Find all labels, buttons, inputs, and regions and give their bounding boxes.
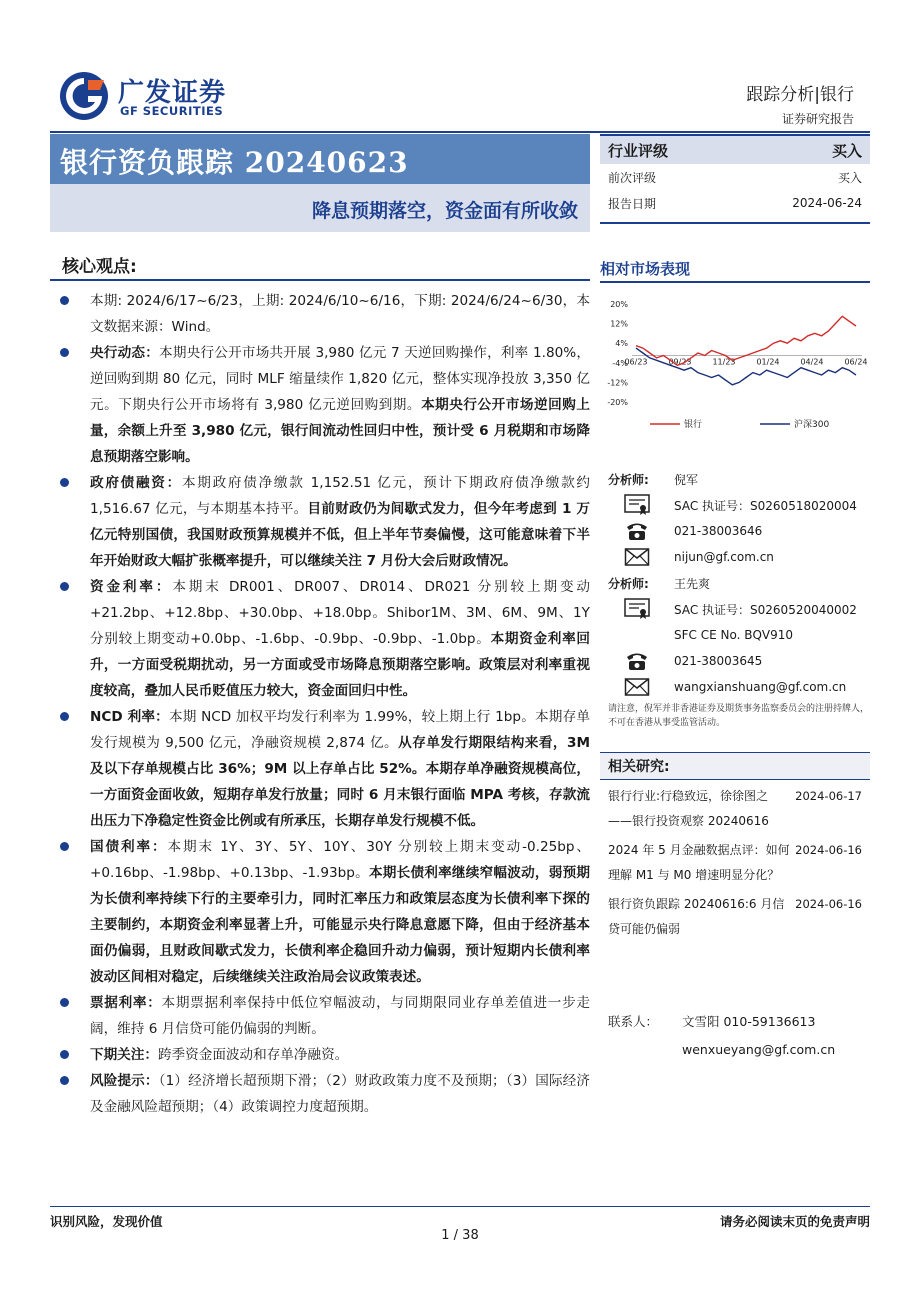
bullet-lead: 风险提示：: [90, 1073, 159, 1089]
logo-en-text: GF SECURITIES: [120, 104, 224, 118]
related-item-title[interactable]: 银行资负跟踪 20240616:6 月信贷可能仍偏弱: [608, 897, 785, 936]
bullet-lead: 票据利率：: [90, 995, 162, 1011]
analyst-name: 倪军: [674, 472, 699, 487]
bullet-dot-icon: [60, 712, 69, 721]
core-views-title: 核心观点:: [62, 257, 137, 277]
analyst-1-sac-row: [600, 492, 870, 518]
bullet-lead: 下期关注：: [90, 1047, 158, 1063]
bullet-risk: [52, 1068, 590, 1120]
x-tick-label: 04/24: [800, 357, 824, 367]
prev-rating-value: 买入: [837, 170, 862, 185]
bullet-emphasis: 本期央行公开市场逆回购上量，余额上升至 3,980 亿元，银行间流动性回归中性，预计受 6 月税期和市场降息预期落空影响。: [90, 397, 590, 465]
bullet-ncd-rate: [52, 704, 590, 834]
bullet-dot-icon: [60, 348, 69, 357]
related-item-title[interactable]: 2024 年 5 月金融数据点评：如何理解 M1 与 M0 增速明显分化？: [608, 843, 790, 882]
bullet-dot-icon: [60, 998, 69, 1007]
analyst-email[interactable]: wangxianshuang@gf.com.cn: [674, 680, 847, 694]
analyst-2-email-row: [600, 674, 870, 700]
mail-icon: [600, 677, 674, 697]
chart-title-divider: [600, 281, 870, 283]
rating-divider: [600, 222, 870, 224]
x-tick-label: 11/23: [712, 357, 736, 367]
analyst-label: 分析师:: [608, 472, 649, 487]
analyst-sac: SAC 执证号：S0260518020004: [674, 498, 857, 513]
legend-label: 银行: [684, 420, 703, 430]
page-title: 银行资负跟踪 20240623: [60, 146, 409, 179]
bullet-treasury-rate: [52, 834, 590, 990]
bullet-gov-bond: [52, 470, 590, 574]
rating-label: 行业评级: [608, 141, 669, 160]
contact-block: [608, 1008, 835, 1064]
rating-box: [600, 134, 870, 224]
bullet-text: 本期末 1Y、3Y、5Y、10Y、30Y 分别较上期末变动-0.25bp、+0.16bp、-1.98bp、+0.13bp、-1.93bp。: [90, 839, 591, 881]
footer-slogan: 识别风险，发现价值: [50, 1214, 163, 1229]
subtitle-banner: [50, 184, 590, 232]
y-tick-label: 20%: [610, 300, 628, 309]
y-tick-label: -12%: [607, 378, 628, 388]
analyst-2-sac-row: [600, 596, 870, 622]
bullet-lead: NCD 利率：: [90, 709, 169, 725]
bullet-funding-rate: [52, 574, 590, 704]
bullet-text: 本期: 2024/6/17~6/23，上期: 2024/6/10~6/16，下期: 2024/6/24~6/30，本文数据来源：Wind。: [90, 293, 590, 335]
rating-header: [600, 134, 870, 164]
bullet-dot-icon: [60, 296, 69, 305]
y-tick-label: 4%: [615, 339, 628, 349]
logo-cn-text: 广发证券: [118, 78, 227, 108]
x-tick-label: 06/24: [844, 357, 868, 367]
x-tick-label: 09/23: [668, 357, 692, 367]
bullet-emphasis: 从存单发行期限结构来看，3M 及以下存单规模占比 36%；9M 以上存单占比 52%。本期存单净融资规模高位，一方面资金面收敛，短期存单发行放量；同时 6 月末银行面临 MPA 考核，存款流出压力下净稳定性资金比例或有所承压，长期存单发行规模不低。: [90, 735, 590, 829]
bullet-next-focus: [52, 1042, 590, 1068]
prev-rating-label: 前次评级: [608, 170, 657, 185]
bullet-period: [52, 288, 590, 340]
rating-value: 买入: [831, 141, 862, 160]
bullet-dot-icon: [60, 842, 69, 851]
bullet-text: 本期末 DR001、DR007、DR014、DR021 分别较上期变动 +21.2bp、+12.8bp、+30.0bp、+18.0bp。Shibor1M、3M、6M、9M、1Y 分别较上期变动+0.0bp、-1.6bp、-0.9bp、-0.9bp、-1.0bp。: [90, 579, 591, 647]
contact-label: 联系人：: [608, 1014, 659, 1029]
analyst-sfc: SFC CE No. BQV910: [674, 628, 794, 642]
bullet-emphasis: 目前财政仍为间歇式发力，但今年考虑到 1 万亿元特别国债，我国财政预算规模并不低，但上半年节奏偏慢，这可能意味着下半年开始财政大幅扩张概率提升，可以继续关注 7 月份大会后财政情况。: [90, 501, 590, 569]
y-tick-label: -20%: [607, 398, 628, 407]
related-item[interactable]: [600, 780, 870, 834]
mail-icon: [600, 547, 674, 567]
analyst-phone: 021-38003645: [674, 654, 763, 668]
certificate-icon: [600, 598, 674, 620]
bullet-text: （1）经济增长超预期下滑；（2）财政政策力度不及预期；（3）国际经济及金融风险超预期；（4）政策调控力度超预期。: [90, 1073, 591, 1115]
footer-divider: [50, 1206, 870, 1207]
related-item-date: 2024-06-16: [795, 843, 862, 857]
related-research-title: 相关研究:: [600, 752, 870, 780]
header-divider: [50, 131, 870, 133]
related-item-title[interactable]: 银行行业:行稳致远，徐徐图之——银行投资观察 20240616: [608, 789, 769, 828]
bullet-text: 本期票据利率保持中低位窄幅波动，与同期限同业存单差值进一步走阔，维持 6 月信贷可能仍偏弱的判断。: [90, 995, 590, 1037]
analyst-name: 王先爽: [674, 576, 711, 591]
company-logo: [58, 70, 258, 122]
report-date-value: 2024-06-24: [792, 196, 862, 210]
related-item-date: 2024-06-16: [795, 897, 862, 911]
x-tick-label: 01/24: [756, 357, 780, 367]
y-tick-label: 12%: [610, 319, 628, 329]
footer-disclaimer-note: 请务必阅读末页的免责声明: [719, 1214, 870, 1229]
report-date-row: [600, 190, 870, 216]
core-views-list: [52, 288, 590, 1120]
bullet-lead: 国债利率：: [90, 839, 168, 855]
certificate-icon: [600, 494, 674, 516]
bullet-dot-icon: [60, 1076, 69, 1085]
analyst-label: 分析师:: [608, 576, 649, 591]
bullet-text: 跨季资金面波动和存单净融资。: [157, 1047, 349, 1063]
report-date-label: 报告日期: [608, 196, 657, 211]
analyst-disclaimer: 请注意，倪军并非香港证券及期货事务监察委员会的注册持牌人，不可在香港从事受监管活动。: [608, 704, 870, 728]
analyst-1-email-row: [600, 544, 870, 570]
prev-rating-row: [600, 164, 870, 190]
bullet-lead: 政府债融资：: [90, 475, 182, 491]
bullet-central-bank: [52, 340, 590, 470]
bullet-emphasis: 本期资金利率回升，一方面受税期扰动，另一方面或受市场降息预期落空影响。政策层对利率重视度较高，叠加人民币贬值压力较大，资金面回归中性。: [90, 631, 590, 699]
core-views-divider: [50, 279, 590, 281]
bullet-bill-rate: [52, 990, 590, 1042]
contact-row: [608, 1008, 835, 1036]
related-item[interactable]: [600, 834, 870, 888]
analyst-email[interactable]: nijun@gf.com.cn: [674, 550, 774, 564]
related-research: [600, 752, 870, 942]
analyst-2-sfc-row: [600, 622, 870, 648]
chart-title: 相对市场表现: [600, 260, 691, 278]
bullet-text: 本期央行公开市场共开展 3,980 亿元 7 天逆回购操作，利率 1.80%，逆回购到期 80 亿元，同时 MLF 缩量续作 1,820 亿元，整体实现净投放 3,350 亿元。下期央行公开市场将有 3,980 亿元逆回购到期。: [90, 345, 591, 413]
analyst-phone: 021-38003646: [674, 524, 763, 538]
contact-name-phone: 文雪阳 010-59136613: [682, 1014, 816, 1029]
report-category: 跟踪分析|银行: [746, 85, 854, 105]
bullet-dot-icon: [60, 582, 69, 591]
title-banner: [50, 134, 590, 184]
analyst-1-phone-row: [600, 518, 870, 544]
gf-logo-icon: [58, 70, 110, 122]
contact-email[interactable]: wenxueyang@gf.com.cn: [682, 1042, 836, 1057]
bullet-dot-icon: [60, 1050, 69, 1059]
y-tick-label: -4%: [612, 358, 628, 368]
contact-email-row: [608, 1036, 835, 1064]
related-item-date: 2024-06-17: [795, 789, 862, 803]
telephone-icon: [600, 520, 674, 542]
x-tick-label: 06/23: [624, 357, 648, 367]
bullet-dot-icon: [60, 478, 69, 487]
page-subtitle: 降息预期落空，资金面有所收敛: [311, 200, 578, 222]
bullet-text: 本期 NCD 加权平均发行利率为 1.99%，较上期上行 1bp。本期存单发行规模为 9,500 亿元，净融资规模 2,874 亿。: [90, 709, 590, 751]
analyst-panel: [600, 466, 870, 730]
legend-label: 沪深300: [794, 420, 830, 430]
related-item[interactable]: [600, 888, 870, 942]
analyst-sac: SAC 执证号：S0260520040002: [674, 602, 857, 617]
bullet-emphasis: 本期长债利率继续窄幅波动，弱预期为长债利率持续下行的主要牵引力，同时汇率压力和政策层态度为长债利率下探的主要制约，本期资金利率显著上升，可能显示央行降息意愿下降，但由于经济基本面仍偏弱，且财政间歇式发力，长债利率企稳回升动力偏弱，预计短期内长债利率波动区间相对稳定，后续继续关注政治局会议政策表述。: [90, 865, 590, 985]
bullet-lead: 央行动态：: [90, 345, 160, 361]
bullet-lead: 资金利率：: [90, 579, 173, 595]
telephone-icon: [600, 650, 674, 672]
analyst-2-name-row: [600, 570, 870, 596]
bullet-text: 本期政府债净缴款 1,152.51 亿元，预计下期政府债净缴款约 1,516.67 亿元，与本期基本持平。: [90, 475, 590, 517]
page-number: 1 / 38: [441, 1228, 479, 1243]
relative-performance-chart: [600, 292, 870, 442]
analyst-2-phone-row: [600, 648, 870, 674]
report-type: 证券研究报告: [781, 112, 854, 126]
analyst-1-name-row: [600, 466, 870, 492]
